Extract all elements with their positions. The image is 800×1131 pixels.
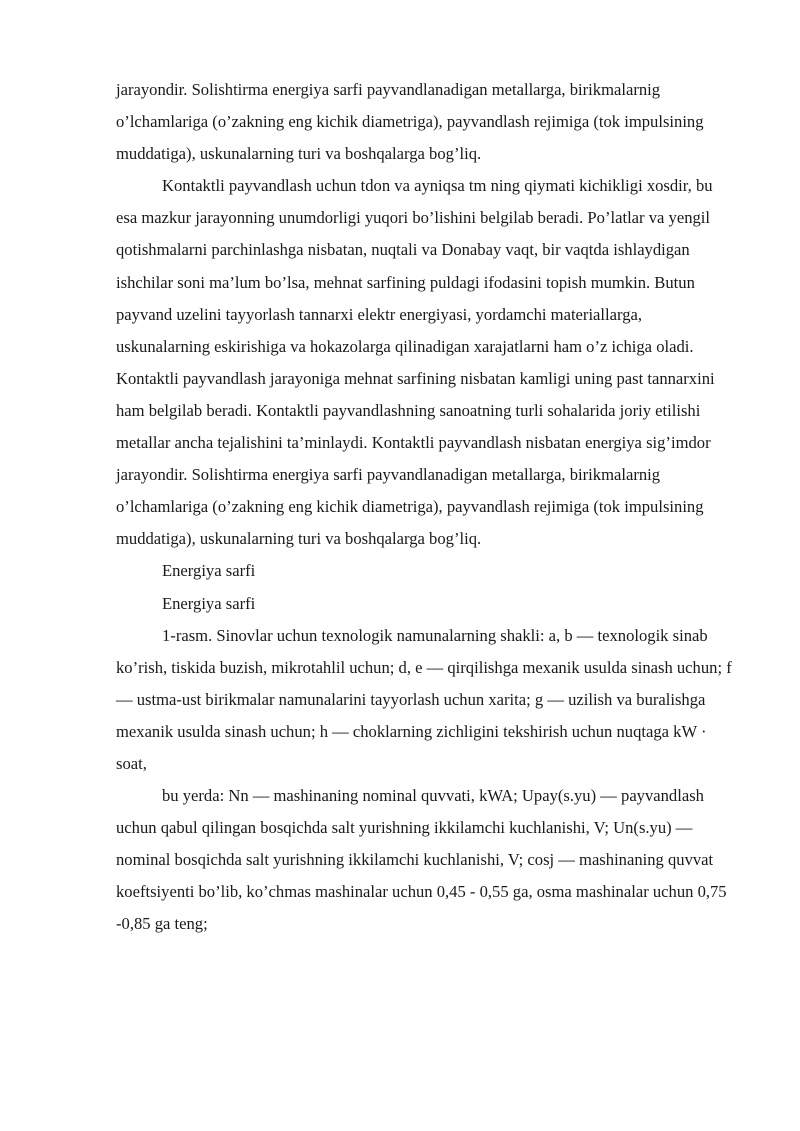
document-page [116,74,736,941]
paragraph-contact-welding: Kontaktli payvandlash uchun tdon va ayniqsa tm ning qiymati kichikligi xosdir, bu esa mazkur jarayonning unumdorligi yuqori bo’lishini belgilab beradi. Po’latlar va yengil qotishmalarni parchinlashga nisbatan, nuqtali va Donabay vaqt, bir vaqtda ishlaydigan ishchilar soni ma’lum bo’lsa, mehnat sarfining puldagi ifodasini topish mumkin. Butun payvand uzelini tayyorlash tannarxi elektr energiyasi, yordamchi materiallarga, uskunalarning eskirishiga va hokazolarga qilinadigan xarajatlarni ham o’z ichiga oladi. Kontaktli payvandlash jarayoniga mehnat sarfining nisbatan kamligi uning past tannarxini ham belgilab beradi. Kontaktli payvandlashning sanoatning turli sohalarida joriy etilishi metallar ancha tejalishini ta’minlaydi. Kontaktli payvandlash nisbatan energiya sig’imdor jarayondir. Solishtirma energiya sarfi payvandlanadigan metallarga, birikmalarnig o’lchamlariga (o’zakning eng kichik diametriga), payvandlash rejimiga (tok impulsining muddatiga), uskunalarning turi va boshqalarga bog’liq. [116,176,715,549]
paragraph-figure-caption: 1-rasm. Sinovlar uchun texnologik namunalarning shakli: a, b — texnologik sinab ko’rish, tiskida buzish, mikrotahlil uchun; d, e — qirqilishga mexanik usulda sinash uchun; f — ustma-ust birikmalar namunalarini tayyorlash uchun xarita; g — uzilish va buralishga mexanik usulda sinash uchun; h — choklarning zichligini tekshirish uchun nuqtaga kW · soat, [116,625,732,773]
paragraph-formula-legend: bu yerda: Nn — mashinaning nominal quvvati, kWA; Upay(s.yu) — payvandlash uchun qabul qilingan bosqichda salt yurishning ikkilamchi kuchlanishi, V; Un(s.yu) — nominal bosqichda salt yurishning ikkilamchi kuchlanishi, V; cosj — mashinaning quvvat koeftsiyenti bo’lib, ko’chmas mashinalar uchun 0,45 - 0,55 ga, osma mashinalar uchun 0,75 -0,85 ga teng; [116,786,727,934]
paragraph-intro: jarayondir. Solishtirma energiya sarfi payvandlanadigan metallarga, birikmalarnig o’lchamlariga (o’zakning eng kichik diametriga), payvandlash rejimiga (tok impulsining muddatiga), uskunalarning turi va boshqalarga bog’liq. [116,80,704,164]
paragraph-energy-heading-2: Energiya sarfi [162,593,256,613]
paragraph-energy-heading-1: Energiya sarfi [162,561,256,581]
